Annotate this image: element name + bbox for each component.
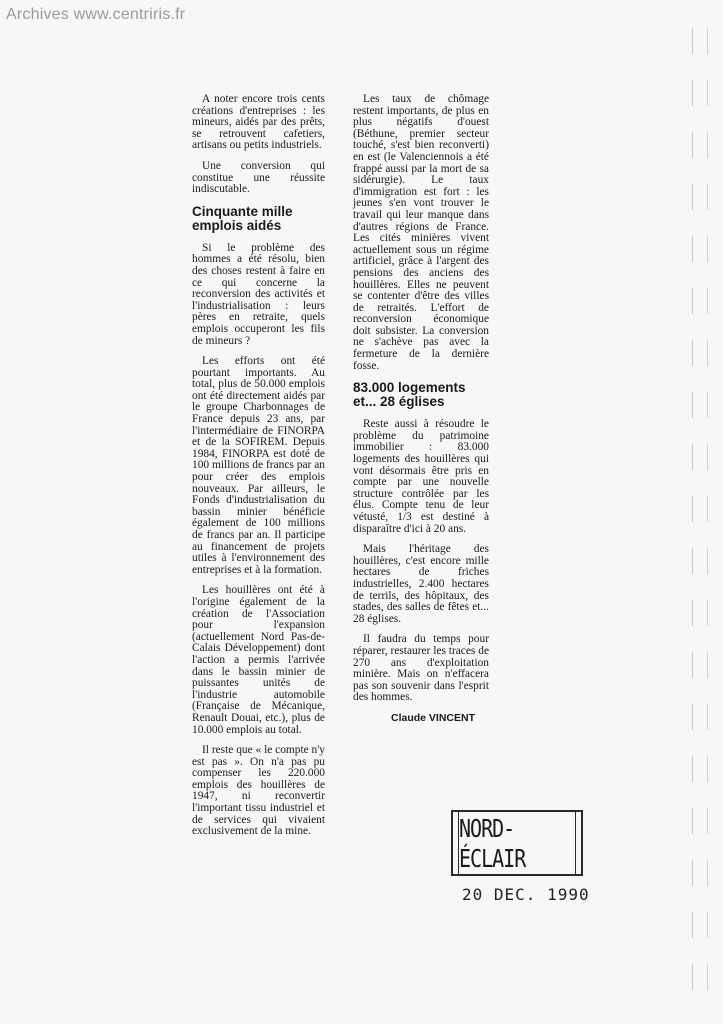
scan-edge-mark: [692, 340, 708, 366]
article-paragraph: Les efforts ont été pourtant importants. Au total, plus de 50.000 emplois ont été directement aidés par le groupe Charbonnages de France depuis 23 ans, par l'intermédiaire de FINORPA et de la SOFIREM. Depuis 1984, FINORPA est doté de 100 millions de francs par an pour créer des emplois nouveaux. Par ailleurs, le Fonds d'industrialisation du bassin minier bénéficie également de 100 millions de francs par an. Il participe au financement de projets utiles à l'environnement des entreprises et à la formation.: [192, 355, 325, 576]
article-paragraph: Il faudra du temps pour réparer, restaurer les traces de 270 ans d'exploitation minière. Mais on n'effacera pas son souvenir dans l'esprit des hommes.: [353, 633, 489, 704]
scan-edge-mark: [692, 652, 708, 678]
article-paragraph: Si le problème des hommes a été résolu, bien des choses restent à faire en ce qui concerne la reconversion des activités et l'industrialisation : leurs pères en retraite, quels emplois occuperont les fils de mineurs ?: [192, 241, 325, 347]
scan-edge-mark: [692, 912, 708, 938]
article-paragraph: Il reste que « le compte n'y est pas ». On n'a pas pu compenser les 220.000 emplois des houillères de 1947, ni reconvertir l'important tissu industriel et de services qui vivaient exclusivement de la mine.: [192, 744, 325, 838]
archive-watermark: Archives www.centriris.fr: [6, 6, 186, 23]
article-paragraph: Reste aussi à résoudre le problème du patrimoine immobilier : 83.000 logements des houillères qui vont désormais être pris en compte par une nouvelle structure contrôlée par les élus. Compte tenu de leur vétusté, 1/3 est destiné à disparaître d'ici à 20 ans.: [353, 418, 489, 535]
page-edge-scan-marks: [692, 28, 712, 1018]
article-paragraph: Mais l'héritage des houillères, c'est encore mille hectares de friches industrielles, 2.400 hectares de terrils, des hôpitaux, des stades, des salles de fêtes et... 28 églises.: [353, 543, 489, 625]
scan-edge-mark: [692, 860, 708, 886]
author-signature: Claude VINCENT: [390, 711, 475, 724]
article-paragraph: Les taux de chômage restent importants, de plus en plus négatifs d'ouest (Béthune, premier secteur touché, s'est bien reconverti) en est (le Valenciennois a été frappé aussi par la mort de sa sidérurgie). Le taux d'immigration est fort : les jeunes s'en vont trouver le travail qui leur manque dans d'autres régions de France. Les cités minières vivent actuellement sous un régime artificiel, grâce à l'argent des pensions des anciens des houillères. Elles ne peuvent se contenter d'être des villes de retraités. L'effort de reconversion économique doit subsister. La conversion ne s'achève pas avec la fermeture de la dernière fosse.: [353, 93, 489, 372]
scan-edge-mark: [692, 964, 708, 990]
scan-edge-mark: [692, 28, 708, 54]
article-paragraph: A noter encore trois cents créations d'entreprises : les mineurs, aidés par des prêts, se retrouvent cafetiers, artisans ou petits industriels.: [192, 93, 325, 152]
stamp-publication-name: NORD-ÉCLAIR: [458, 811, 576, 876]
scan-edge-mark: [692, 704, 708, 730]
section-heading: Cinquante mille emplois aidés: [192, 203, 293, 233]
article-paragraph: Une conversion qui constitue une réussite indiscutable.: [192, 159, 325, 196]
scan-edge-mark: [692, 808, 708, 834]
section-heading: 83.000 logements et... 28 églises: [353, 380, 466, 410]
scan-edge-mark: [692, 600, 708, 626]
scan-edge-mark: [692, 80, 708, 106]
scan-edge-mark: [692, 548, 708, 574]
scan-edge-mark: [692, 236, 708, 262]
scan-edge-mark: [692, 496, 708, 522]
scan-edge-mark: [692, 184, 708, 210]
scan-edge-mark: [692, 288, 708, 314]
article-left-column: [192, 94, 325, 847]
scan-edge-mark: [692, 756, 708, 782]
article-paragraph: Les houillères ont été à l'origine également de la création de l'Association pour l'expansion (actuellement Nord Pas-de-Calais Développement) dont l'action a permis l'arrivée dans le bassin minier de puissantes unités de l'industrie automobile (Française de Mécanique, Renault Douai, etc.), plus de 10.000 emplois au total.: [192, 584, 325, 736]
stamp-date: 20 DEC. 1990: [462, 885, 590, 904]
scan-edge-mark: [692, 132, 708, 158]
publication-stamp: [451, 810, 583, 876]
article-right-column: [353, 94, 489, 725]
scan-edge-mark: [692, 392, 708, 418]
scan-edge-mark: [692, 444, 708, 470]
